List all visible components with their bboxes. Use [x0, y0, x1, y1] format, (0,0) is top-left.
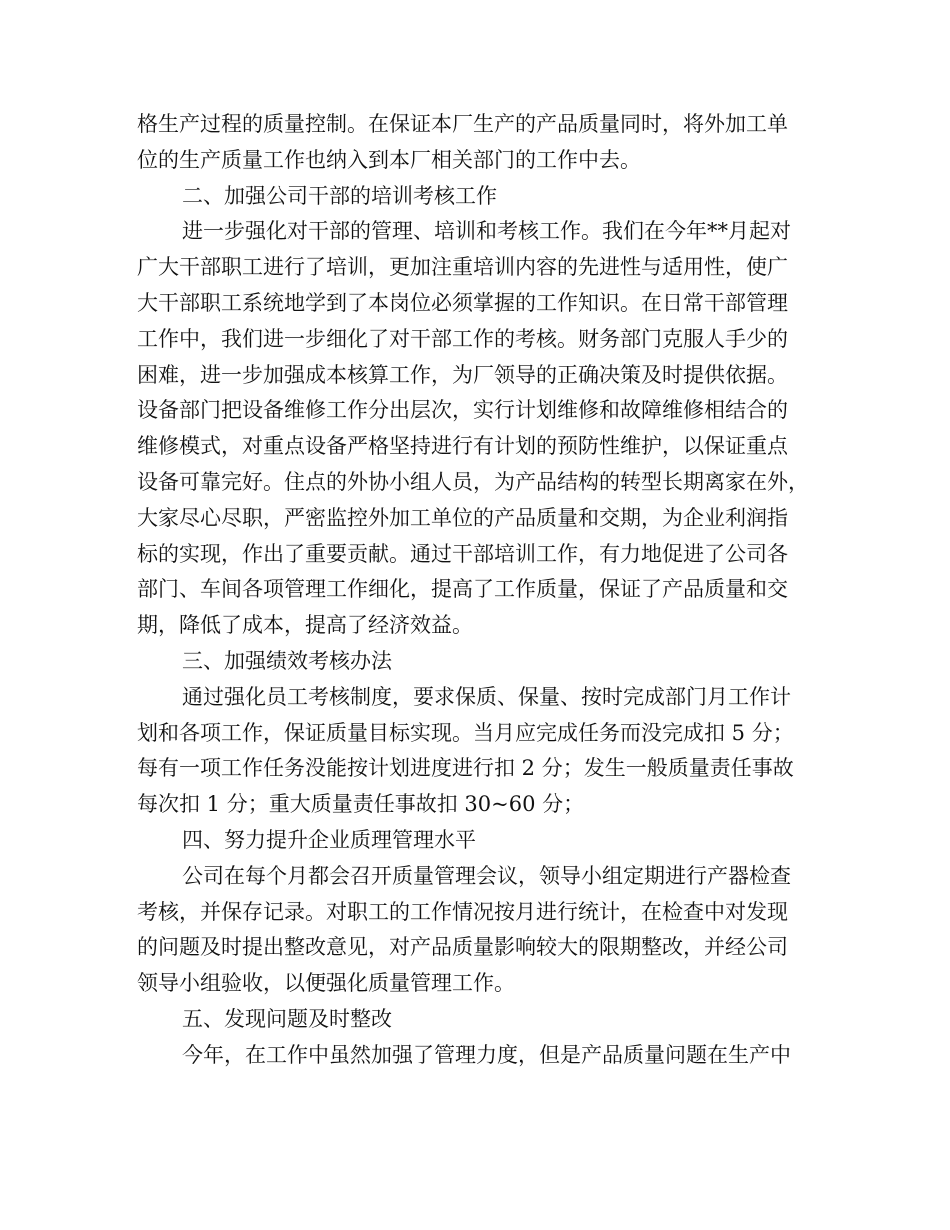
paragraph-start-line: 三、加强绩效考核办法: [182, 648, 392, 673]
document-body: [137, 107, 827, 1074]
paragraph-start-line: 进一步强化对干部的管理、培训和考核工作。我们在今年**月起对: [182, 219, 791, 244]
paragraph-start-line: 公司在每个月都会召开质量管理会议，领导小组定期进行产器检查: [182, 863, 791, 888]
text-line: 广大干部职工进行了培训，更加注重培训内容的先进性与适用性，使广: [137, 255, 788, 280]
text-line: 工作中，我们进一步细化了对干部工作的考核。财务部门克服人手少的: [137, 326, 788, 351]
text-line: 期，降低了成本，提高了经济效益。: [137, 613, 473, 638]
text-line: 领导小组验收，以便强化质量管理工作。: [137, 971, 515, 996]
paragraph-start-line: 今年，在工作中虽然加强了管理力度，但是产品质量问题在生产中: [182, 1042, 791, 1067]
paragraph-start-line: 二、加强公司干部的培训考核工作: [182, 183, 497, 208]
text-line: 位的生产质量工作也纳入到本厂相关部门的工作中去。: [137, 147, 641, 172]
text-line: 划和各项工作，保证质量目标实现。当月应完成任务而没完成扣 5 分；: [137, 720, 794, 745]
text-line: 标的实现，作出了重要贡献。通过干部培训工作，有力地促进了公司各: [137, 541, 788, 566]
text-line: 大干部职工系统地学到了本岗位必须掌握的工作知识。在日常干部管理: [137, 290, 788, 315]
text-line: 大家尽心尽职，严密监控外加工单位的产品质量和交期，为企业利润指: [137, 505, 788, 530]
paragraph-start-line: 五、发现问题及时整改: [182, 1006, 392, 1031]
text-line: 考核，并保存记录。对职工的工作情况按月进行统计，在检查中对发现: [137, 899, 788, 924]
text-line: 格生产过程的质量控制。在保证本厂生产的产品质量同时，将外加工单: [137, 112, 788, 136]
text-line: 部门、车间各项管理工作细化，提高了工作质量，保证了产品质量和交: [137, 577, 788, 602]
text-line: 维修模式，对重点设备严格坚持进行有计划的预防性维护，以保证重点: [137, 434, 788, 459]
text-line: 设备可靠完好。住点的外协小组人员，为产品结构的转型长期离家在外，: [137, 469, 809, 494]
paragraph-start-line: 通过强化员工考核制度，要求保质、保量、按时完成部门月工作计: [182, 684, 791, 709]
text-line: 困难，进一步加强成本核算工作，为厂领导的正确决策及时提供依据。: [137, 362, 788, 387]
text-line: 每有一项工作任务没能按计划进度进行扣 2 分；发生一般质量责任事故: [137, 756, 794, 781]
text-line: 每次扣 1 分；重大质量责任事故扣 30~60 分；: [137, 792, 585, 817]
text-line: 的问题及时提出整改意见，对产品质量影响较大的限期整改，并经公司: [137, 935, 788, 960]
text-line: 设备部门把设备维修工作分出层次，实行计划维修和故障维修相结合的: [137, 398, 788, 423]
paragraph-start-line: 四、努力提升企业质理管理水平: [182, 827, 476, 852]
